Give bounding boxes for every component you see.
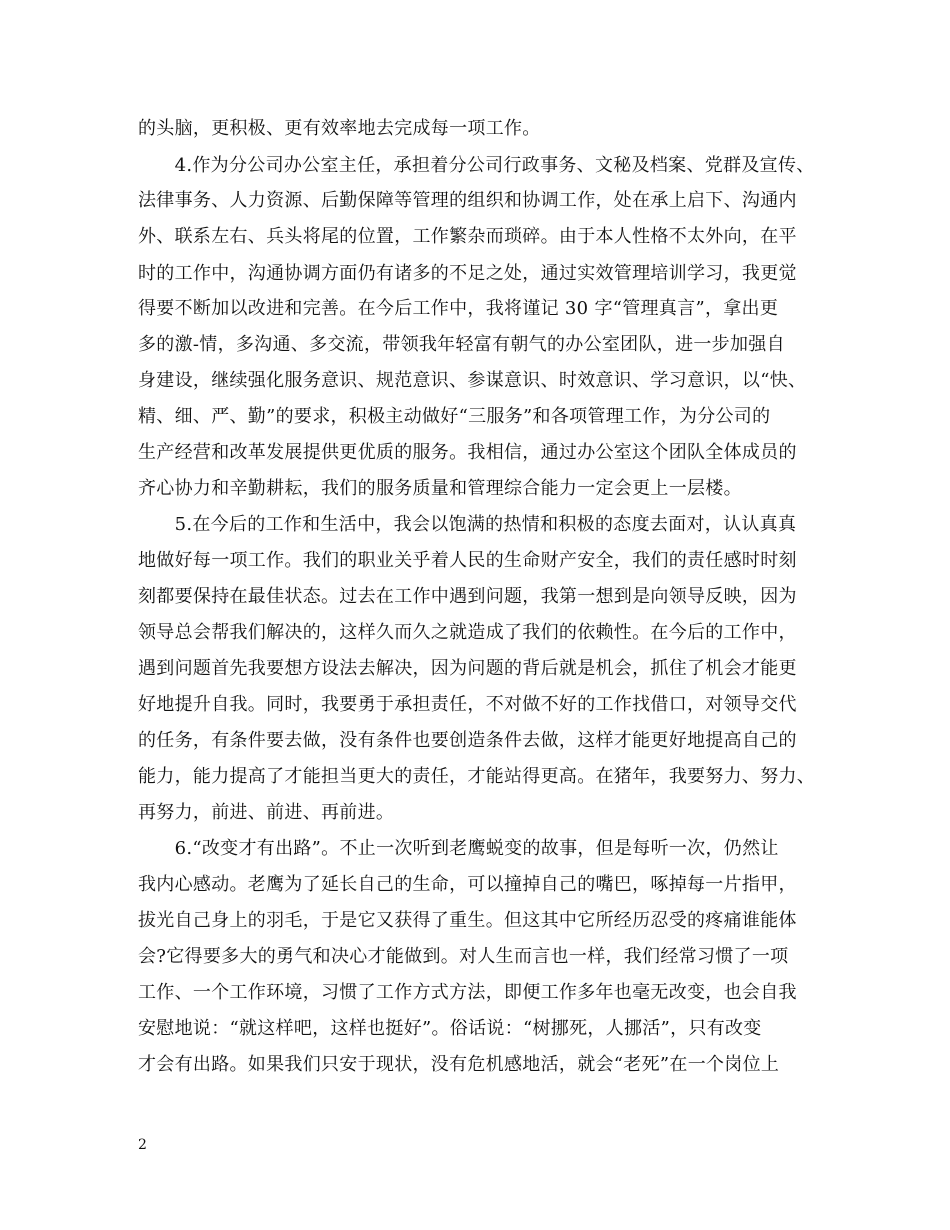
text-line: 时的工作中，沟通协调方面仍有诸多的不足之处，通过实效管理培训学习，我更觉: [138, 263, 797, 284]
text-line: 遇到问题首先我要想方设法去解决，因为问题的背后就是机会，抓住了机会才能更: [138, 658, 797, 679]
text-line: 多的激-情，多沟通、多交流，带领我年轻富有朝气的办公室团队，进一步加强自: [138, 334, 785, 355]
text-line: 会?它得要多大的勇气和决心才能做到。对人生而言也一样，我们经常习惯了一项: [138, 946, 789, 967]
text-line: 拔光自己身上的羽毛，于是它又获得了重生。但这其中它所经历忍受的疼痛谁能体: [138, 910, 797, 931]
text-line: 生产经营和改革发展提供更优质的服务。我相信，通过办公室这个团队全体成员的: [138, 442, 797, 463]
text-line: 刻都要保持在最佳状态。过去在工作中遇到问题，我第一想到是向领导反映，因为: [138, 586, 797, 607]
text-line: 齐心协力和辛勤耕耘，我们的服务质量和管理综合能力一定会更上一层楼。: [138, 478, 742, 499]
text-line: 再努力，前进、前进、再前进。: [138, 802, 395, 823]
text-line: 的头脑，更积极、更有效率地去完成每一项工作。: [138, 118, 541, 139]
text-line: 5.在今后的工作和生活中，我会以饱满的热情和积极的态度去面对，认认真真: [138, 514, 797, 535]
text-line: 外、联系左右、兵头将尾的位置，工作繁杂而琐碎。由于本人性格不太外向，在平: [138, 226, 797, 247]
text-line: 精、细、严、勤”的要求，积极主动做好“三服务”和各项管理工作，为分公司的: [138, 406, 771, 427]
text-line: 工作、一个工作环境，习惯了工作方式方法，即便工作多年也毫无改变，也会自我: [138, 982, 797, 1003]
text-line: 才会有出路。如果我们只安于现状，没有危机感地活，就会“老死”在一个岗位上: [138, 1054, 780, 1075]
text-line: 能力，能力提高了才能担当更大的责任，才能站得更高。在猪年，我要努力、努力、: [138, 766, 816, 787]
text-line: 地做好每一项工作。我们的职业关乎着人民的生命财产安全，我们的责任感时时刻: [138, 550, 797, 571]
text-line: 法律事务、人力资源、后勤保障等管理的组织和协调工作，处在承上启下、沟通内: [138, 190, 797, 211]
text-line: 我内心感动。老鹰为了延长自己的生命，可以撞掉自己的嘴巴，啄掉每一片指甲，: [138, 874, 797, 895]
text-line: 得要不断加以改进和完善。在今后工作中，我将谨记 30 字“管理真言”，拿出更: [138, 298, 779, 319]
text-line: 6.“改变才有出路”。不止一次听到老鹰蜕变的故事，但是每听一次，仍然让: [138, 838, 779, 859]
text-line: 好地提升自我。同时，我要勇于承担责任，不对做不好的工作找借口，对领导交代: [138, 694, 797, 715]
text-line: 安慰地说：“就这样吧，这样也挺好”。俗话说：“树挪死，人挪活”，只有改变: [138, 1018, 762, 1039]
text-line: 身建设，继续强化服务意识、规范意识、参谋意识、时效意识、学习意识，以“快、: [138, 370, 807, 391]
page-number: 2: [138, 1137, 147, 1153]
text-line: 4.作为分公司办公室主任，承担着分公司行政事务、文秘及档案、党群及宣传、: [138, 155, 815, 176]
text-line: 领导总会帮我们解决的，这样久而久之就造成了我们的依赖性。在今后的工作中，: [138, 622, 797, 643]
text-line: 的任务，有条件要去做，没有条件也要创造条件去做，这样才能更好地提高自己的: [138, 730, 797, 751]
